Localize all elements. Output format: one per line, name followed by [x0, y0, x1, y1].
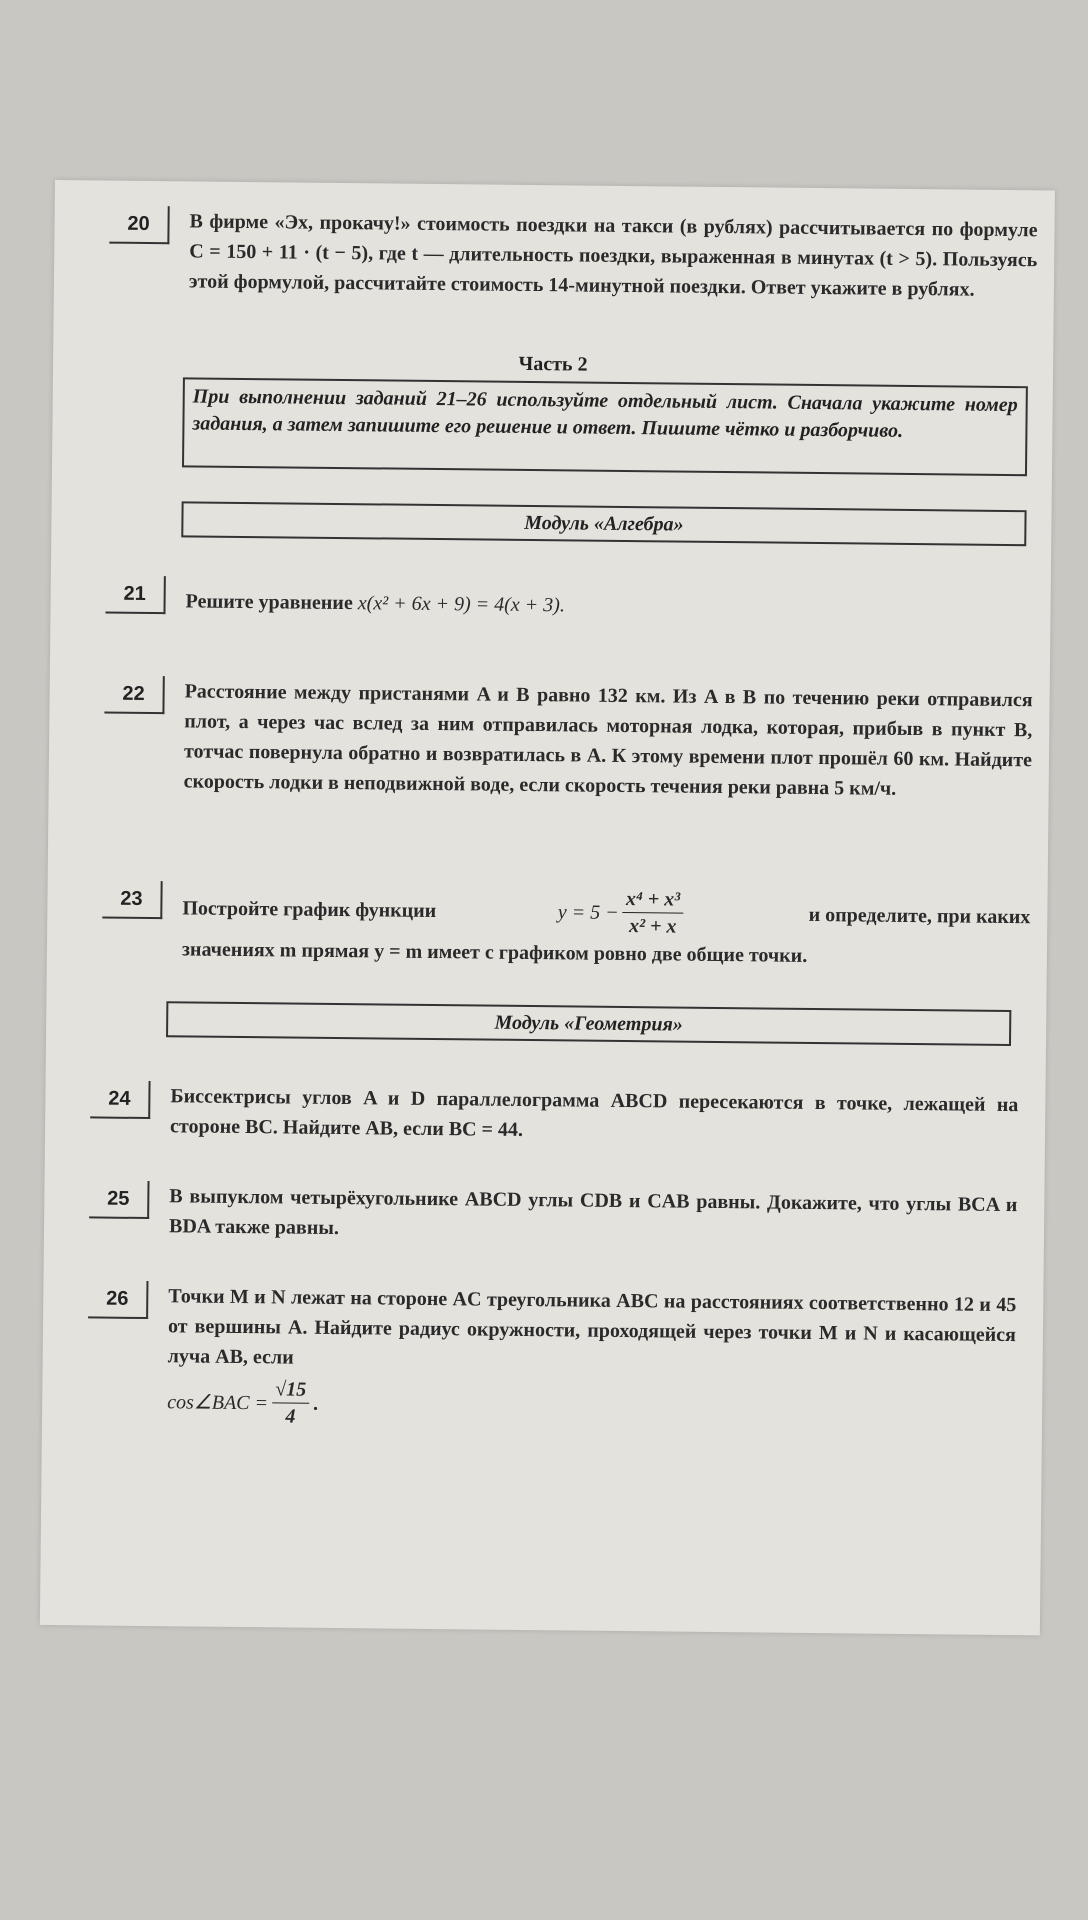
fraction-denominator: x² + x [628, 915, 677, 938]
task-26 [43, 1280, 1043, 1428]
exam-sheet [40, 180, 1055, 1635]
task-lead: Решите уравнение [185, 590, 353, 615]
fraction [622, 886, 683, 940]
task-text [185, 586, 1033, 625]
task-25 [45, 1180, 1045, 1240]
task-24 [46, 1080, 1046, 1141]
fraction [272, 1376, 310, 1429]
task-lead: Постройте график функции [182, 896, 437, 922]
equation: x(x² + 6x + 9) = 4(x + 3). [357, 592, 566, 617]
task-20 [55, 205, 1055, 301]
part-title: Часть 2 [518, 352, 588, 376]
task-number: 25 [89, 1180, 149, 1219]
cos-prefix: cos∠BAC = [167, 1390, 269, 1414]
task-23 [48, 880, 1048, 967]
instructions-box: При выполнении заданий 21–26 используйте отдельный лист. Сначала укажите номер задания, а затем запишите его решение и ответ. Пишите чётко и разборчиво. [182, 377, 1028, 476]
task-line2: значениях m прямая y = m имеет с графиком ровно две общие точки. [181, 938, 808, 967]
task-number: 26 [88, 1280, 148, 1319]
task-text: Расстояние между пристанями A и B равно 132 км. Из A в B по течению реки отправился плот, а через час вслед за ним отправилась моторная лодка, которая, прибыв в пункт B, тотчас повернула обратно и возвратилась в A. К этому времени плот прошёл 60 км. Найдите скорость лодки в неподвижной воде, если скорость течения реки равна 5 км/ч. [183, 680, 1033, 800]
task-text [167, 1281, 1016, 1437]
task-number: 20 [109, 206, 169, 245]
module-geometry-header: Модуль «Геометрия» [166, 1001, 1011, 1046]
task-number: 23 [102, 881, 162, 920]
task-21 [51, 575, 1051, 617]
task-number: 22 [104, 676, 164, 715]
fraction-numerator: x⁴ + x³ [623, 886, 684, 914]
task-after: и определите, при каких [808, 903, 1031, 928]
fraction-denominator: 4 [285, 1405, 296, 1428]
fraction-numerator: √15 [272, 1376, 309, 1403]
task-text: Биссектрисы углов A и D параллелограмма ABCD пересекаются в точке, лежащей на стороне BC. Найдите AB, если BC = 44. [169, 1085, 1019, 1141]
module-algebra-header: Модуль «Алгебра» [181, 501, 1026, 546]
task-number: 21 [105, 576, 165, 615]
task-text-main: Точки M и N лежат на стороне AC треугольника ABC на расстояниях соответственно 12 и 45 от вершины A. Найдите радиус окружности, проходящей через точки M и N и касающейся луча AB, если [167, 1285, 1017, 1369]
formula-prefix: y = 5 − [557, 900, 619, 924]
task-22 [50, 675, 1050, 800]
task-text: В выпуклом четырёхугольнике ABCD углы CDB и CAB равны. Докажите, что углы BCA и BDA также равны. [168, 1185, 1018, 1240]
task-text [182, 881, 1031, 973]
task-end: . [312, 1392, 319, 1415]
task-number: 24 [90, 1080, 150, 1119]
task-text: В фирме «Эх, прокачу!» стоимость поездки на такси (в рублях) рассчитывается по формуле C = 150 + 11 · (t − 5), где t — длительность поездки, выраженная в минутах (t > 5). Пользуясь этой формулой, рассчитайте стоимость 14-минутной поездки. Ответ укажите в рублях. [188, 210, 1038, 301]
